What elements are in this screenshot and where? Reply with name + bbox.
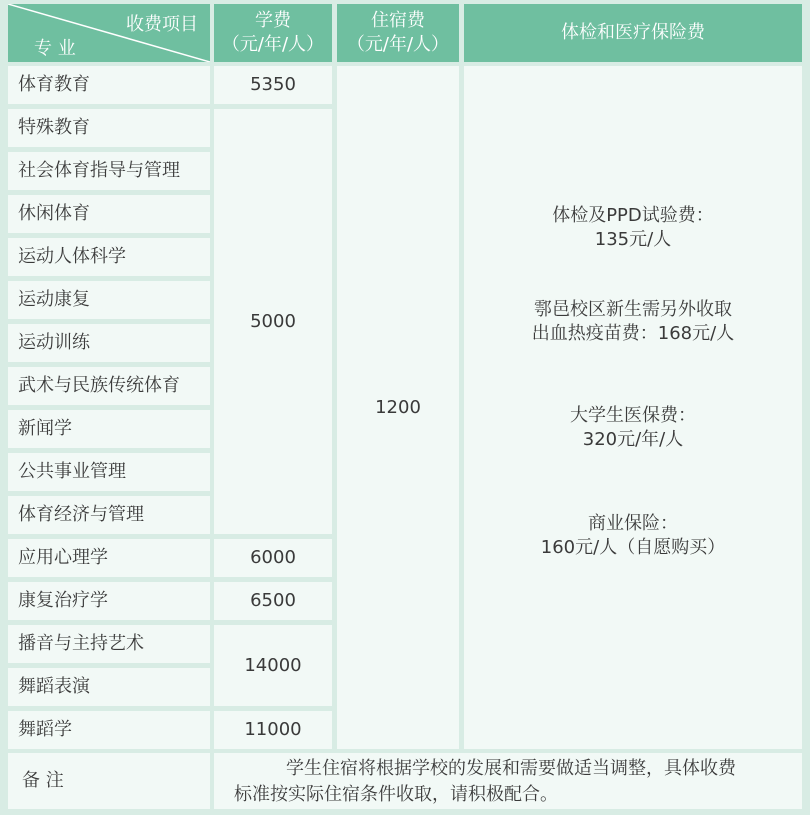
insurance-header-label: 体检和医疗保险费 (561, 22, 705, 43)
major-row: 运动训练 (8, 324, 210, 362)
major-row: 新闻学 (8, 410, 210, 448)
major-row: 运动人体科学 (8, 238, 210, 276)
major-row: 休闲体育 (8, 195, 210, 233)
dorm-fee-cell: 1200 (337, 66, 459, 749)
tuition-cell: 11000 (214, 711, 332, 749)
major-row: 舞蹈学 (8, 711, 210, 749)
dorm-header-unit: （元/年/人） (346, 34, 450, 55)
major-row: 特殊教育 (8, 109, 210, 147)
major-row: 体育经济与管理 (8, 496, 210, 534)
note-line2: 标准按实际住宿条件收取，请积极配合。 (234, 784, 558, 805)
major-row: 武术与民族传统体育 (8, 367, 210, 405)
vaccine-note-line2: 出血热疫苗费：168元/人 (531, 323, 735, 344)
tuition-cell: 5000 (214, 109, 332, 534)
tuition-header-unit: （元/年/人） (221, 34, 325, 55)
major-row: 舞蹈表演 (8, 668, 210, 706)
tuition-cell: 5350 (214, 66, 332, 104)
tuition-header (214, 4, 332, 62)
vaccine-note-line1: 鄠邑校区新生需另外收取 (534, 299, 732, 320)
corner-major-label: 专 业 (34, 38, 76, 59)
major-row: 运动康复 (8, 281, 210, 319)
major-row: 播音与主持艺术 (8, 625, 210, 663)
note-line1: 学生住宿将根据学校的发展和需要做适当调整，具体收费 (286, 758, 736, 779)
exam-fee-value: 135元/人 (594, 229, 672, 250)
dorm-header-label: 住宿费 (371, 10, 425, 31)
tuition-header-label: 学费 (255, 10, 291, 31)
commercial-insurance-title: 商业保险： (588, 513, 678, 534)
insurance-cell (464, 66, 802, 749)
commercial-insurance-value: 160元/人（自愿购买） (540, 537, 726, 558)
corner-header-cell (8, 4, 210, 62)
tuition-cell: 6000 (214, 539, 332, 577)
major-row: 应用心理学 (8, 539, 210, 577)
tuition-cell: 14000 (214, 625, 332, 706)
major-row: 康复治疗学 (8, 582, 210, 620)
exam-fee-title: 体检及PPD试验费： (552, 205, 714, 226)
note-text (214, 753, 802, 809)
medical-insurance-value: 320元/年/人 (582, 429, 684, 450)
major-row: 体育教育 (8, 66, 210, 104)
insurance-header (464, 4, 802, 62)
tuition-cell: 6500 (214, 582, 332, 620)
corner-fee-item-label: 收费项目 (126, 14, 198, 35)
major-row: 公共事业管理 (8, 453, 210, 491)
major-row: 社会体育指导与管理 (8, 152, 210, 190)
note-label: 备 注 (8, 753, 210, 809)
dorm-header (337, 4, 459, 62)
medical-insurance-title: 大学生医保费： (570, 405, 696, 426)
